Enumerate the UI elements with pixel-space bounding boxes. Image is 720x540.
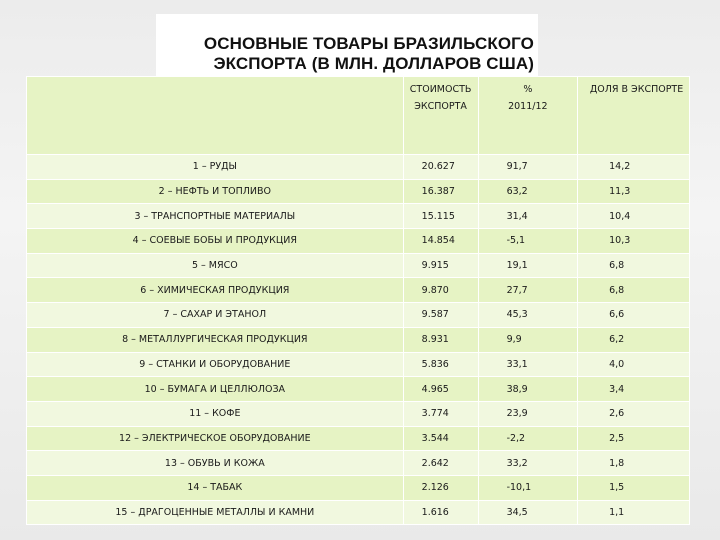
cell-share: 6,6 (578, 303, 690, 328)
header-name (27, 77, 404, 155)
cell-value: 2.126 (403, 475, 478, 500)
slide-title-line-1: ОСНОВНЫЕ ТОВАРЫ БРАЗИЛЬСКОГО (203, 34, 534, 53)
cell-share: 10,3 (578, 229, 690, 254)
cell-share: 2,5 (578, 426, 690, 451)
cell-value: 14.854 (403, 229, 478, 254)
cell-name: 1 – РУДЫ (27, 155, 404, 180)
table-row (27, 229, 690, 254)
cell-pct: 38,9 (478, 377, 578, 402)
cell-pct: 27,7 (478, 278, 578, 303)
header-value-line-1: СТОИМОСТЬ (409, 84, 472, 95)
table-row (27, 204, 690, 229)
header-pct (478, 77, 578, 155)
cell-value: 8.931 (403, 327, 478, 352)
cell-name: 10 – БУМАГА И ЦЕЛЛЮЛОЗА (27, 377, 404, 402)
cell-pct: 45,3 (478, 303, 578, 328)
table-row (27, 327, 690, 352)
table-row (27, 475, 690, 500)
cell-share: 1,5 (578, 475, 690, 500)
cell-value: 15.115 (403, 204, 478, 229)
cell-pct: 19,1 (478, 253, 578, 278)
table-row (27, 179, 690, 204)
cell-value: 20.627 (403, 155, 478, 180)
cell-name: 9 – СТАНКИ И ОБОРУДОВАНИЕ (27, 352, 404, 377)
header-value (403, 77, 478, 155)
table-header-row (27, 77, 690, 155)
cell-pct: 23,9 (478, 401, 578, 426)
cell-pct: 63,2 (478, 179, 578, 204)
cell-pct: -5,1 (478, 229, 578, 254)
cell-name: 6 – ХИМИЧЕСКАЯ ПРОДУКЦИЯ (27, 278, 404, 303)
cell-value: 9.870 (403, 278, 478, 303)
cell-value: 5.836 (403, 352, 478, 377)
header-share: ДОЛЯ В ЭКСПОРТЕ (578, 77, 690, 155)
cell-name: 11 – КОФЕ (27, 401, 404, 426)
cell-share: 6,2 (578, 327, 690, 352)
cell-share: 4,0 (578, 352, 690, 377)
table-row (27, 500, 690, 525)
table-row (27, 352, 690, 377)
cell-value: 16.387 (403, 179, 478, 204)
cell-pct: -10,1 (478, 475, 578, 500)
table-row (27, 426, 690, 451)
cell-value: 3.544 (403, 426, 478, 451)
cell-name: 5 – МЯСО (27, 253, 404, 278)
cell-value: 2.642 (403, 451, 478, 476)
cell-name: 12 – ЭЛЕКТРИЧЕСКОЕ ОБОРУДОВАНИЕ (27, 426, 404, 451)
cell-name: 7 – САХАР И ЭТАНОЛ (27, 303, 404, 328)
cell-name: 2 – НЕФТЬ И ТОПЛИВО (27, 179, 404, 204)
cell-share: 1,8 (578, 451, 690, 476)
cell-name: 14 – ТАБАК (27, 475, 404, 500)
exports-table (26, 76, 690, 525)
cell-value: 3.774 (403, 401, 478, 426)
cell-pct: 33,1 (478, 352, 578, 377)
slide-title-box (156, 14, 538, 76)
cell-pct: 91,7 (478, 155, 578, 180)
cell-pct: 34,5 (478, 500, 578, 525)
table-row (27, 377, 690, 402)
cell-share: 6,8 (578, 278, 690, 303)
header-value-line-2: ЭКСПОРТА (414, 101, 467, 112)
cell-value: 1.616 (403, 500, 478, 525)
cell-pct: 9,9 (478, 327, 578, 352)
cell-name: 3 – ТРАНСПОРТНЫЕ МАТЕРИАЛЫ (27, 204, 404, 229)
cell-pct: 33,2 (478, 451, 578, 476)
cell-name: 8 – МЕТАЛЛУРГИЧЕСКАЯ ПРОДУКЦИЯ (27, 327, 404, 352)
cell-name: 15 – ДРАГОЦЕННЫЕ МЕТАЛЛЫ И КАМНИ (27, 500, 404, 525)
cell-pct: 31,4 (478, 204, 578, 229)
cell-share: 11,3 (578, 179, 690, 204)
cell-name: 13 – ОБУВЬ И КОЖА (27, 451, 404, 476)
table-body (27, 155, 690, 525)
table-row (27, 155, 690, 180)
header-pct-line-1: % (523, 84, 533, 95)
cell-share: 14,2 (578, 155, 690, 180)
table-row (27, 401, 690, 426)
cell-name: 4 – СОЕВЫЕ БОБЫ И ПРОДУКЦИЯ (27, 229, 404, 254)
cell-share: 6,8 (578, 253, 690, 278)
header-pct-line-2: 2011/12 (508, 101, 548, 112)
table-row (27, 451, 690, 476)
cell-pct: -2,2 (478, 426, 578, 451)
cell-share: 2,6 (578, 401, 690, 426)
table-row (27, 303, 690, 328)
cell-share: 10,4 (578, 204, 690, 229)
cell-value: 9.587 (403, 303, 478, 328)
cell-share: 3,4 (578, 377, 690, 402)
table-row (27, 278, 690, 303)
slide-title-line-2: ЭКСПОРТА (В МЛН. ДОЛЛАРОВ США) (213, 54, 534, 73)
cell-share: 1,1 (578, 500, 690, 525)
cell-value: 9.915 (403, 253, 478, 278)
cell-value: 4.965 (403, 377, 478, 402)
table-row (27, 253, 690, 278)
